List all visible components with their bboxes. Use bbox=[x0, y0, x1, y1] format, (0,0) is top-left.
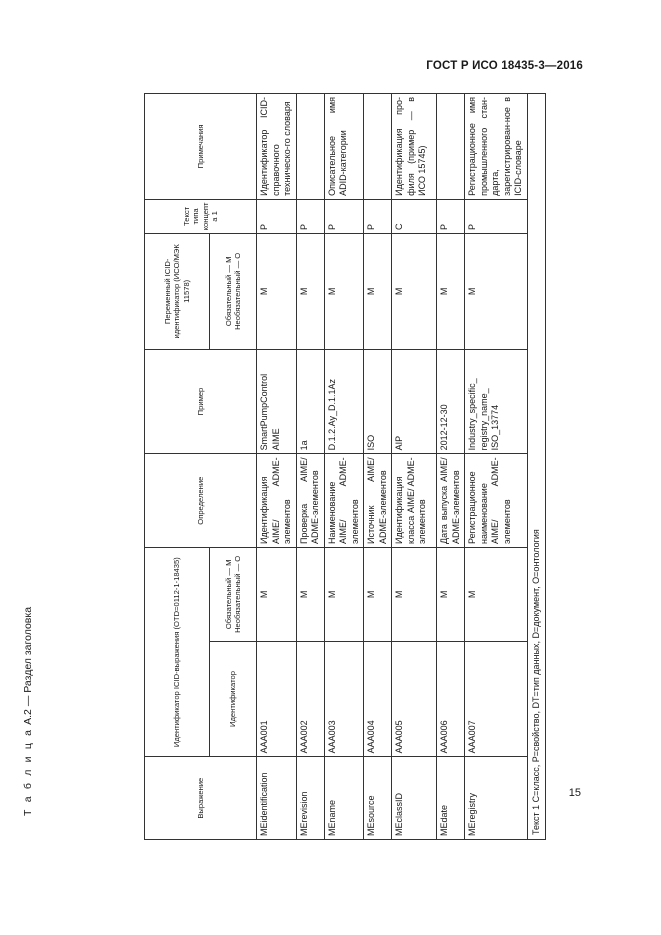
cell-definition: Проверка AIME/ ADME-элементов bbox=[296, 454, 324, 548]
cell-mandatory-1: M bbox=[364, 548, 392, 642]
cell-example: ISO bbox=[364, 349, 392, 454]
cell-expression: MEidentification bbox=[257, 757, 297, 840]
cell-note: Идентификация про-филя (пример — в ИСО 15745) bbox=[392, 94, 437, 200]
cell-text-type: P bbox=[296, 199, 324, 233]
header-section-table bbox=[144, 93, 546, 840]
cell-mandatory-2: M bbox=[465, 234, 528, 350]
cell-mandatory-2: M bbox=[296, 234, 324, 350]
col-expression: Выражение bbox=[145, 757, 257, 840]
col-example: Пример bbox=[145, 349, 257, 454]
cell-mandatory-1: M bbox=[392, 548, 437, 642]
col-identifier: Идентификатор bbox=[210, 641, 257, 757]
cell-identifier: AAA001 bbox=[257, 641, 297, 757]
cell-definition: Дата выпуска AIME/ ADME-элементов bbox=[437, 454, 465, 548]
cell-identifier: AAA006 bbox=[437, 641, 465, 757]
cell-note: Регистрационное имя промышленного стан-дарта, зарегистрирован-ное в ICID-словаре bbox=[465, 94, 528, 200]
cell-example: AIP bbox=[392, 349, 437, 454]
table-caption: Т а б л и ц а А.2 — Раздел заголовка bbox=[22, 606, 34, 816]
cell-mandatory-1: M bbox=[437, 548, 465, 642]
table-row bbox=[364, 94, 392, 840]
col-mandatory-2: Обязательный — М Необязательный — О bbox=[210, 234, 257, 350]
cell-example: 2012-12-30 bbox=[437, 349, 465, 454]
cell-definition: Наименование AIME/ ADME-элементов bbox=[324, 454, 364, 548]
cell-note bbox=[364, 94, 392, 200]
cell-expression: MEregistry bbox=[465, 757, 528, 840]
cell-expression: MEsource bbox=[364, 757, 392, 840]
cell-identifier: AAA004 bbox=[364, 641, 392, 757]
cell-mandatory-1: M bbox=[257, 548, 297, 642]
cell-expression: MEdate bbox=[437, 757, 465, 840]
table-row bbox=[437, 94, 465, 840]
cell-text-type: P bbox=[465, 199, 528, 233]
cell-text-type: P bbox=[364, 199, 392, 233]
cell-example: D.1.2.Ay_D.1.1Az bbox=[324, 349, 364, 454]
cell-definition: Регистрационное наименование AIME/ ADME-элементов bbox=[465, 454, 528, 548]
cell-identifier: AAA007 bbox=[465, 641, 528, 757]
cell-mandatory-1: M bbox=[324, 548, 364, 642]
cell-mandatory-2: M bbox=[437, 234, 465, 350]
col-definition: Определение bbox=[145, 454, 257, 548]
table-row bbox=[296, 94, 324, 840]
rotated-table-block bbox=[22, 97, 608, 840]
cell-note: Описательное имя ADID-категории bbox=[324, 94, 364, 200]
cell-mandatory-2: M bbox=[392, 234, 437, 350]
cell-note bbox=[437, 94, 465, 200]
cell-expression: MEclassID bbox=[392, 757, 437, 840]
cell-identifier: AAA003 bbox=[324, 641, 364, 757]
table-row bbox=[392, 94, 437, 840]
cell-note bbox=[296, 94, 324, 200]
cell-mandatory-2: M bbox=[364, 234, 392, 350]
cell-mandatory-2: M bbox=[324, 234, 364, 350]
col-notes: Примечания bbox=[145, 94, 257, 200]
table-footnote: Текст 1 C=класс, P=свойство, DT=тип данных, D=документ, O=онтология bbox=[527, 94, 546, 840]
col-icid-group: Идентификатор ICID-выражения (OTD=0112-1-18435) bbox=[145, 548, 210, 757]
cell-definition: Идентификация класса AIME/ ADME-элементов bbox=[392, 454, 437, 548]
cell-example: SmartPumpControl AIME bbox=[257, 349, 297, 454]
cell-example: Industry_specific_ registry_name_ ISO_13774 bbox=[465, 349, 528, 454]
cell-definition: Источник AIME/ ADME-элементов bbox=[364, 454, 392, 548]
page-header: ГОСТ Р ИСО 18435-3—2016 bbox=[426, 60, 583, 72]
col-text-type: Текст типа концепта 1 bbox=[145, 199, 257, 233]
cell-expression: MEname bbox=[324, 757, 364, 840]
cell-note: Идентификатор ICID-справочного техническо-го словаря bbox=[257, 94, 297, 200]
cell-expression: MErevision bbox=[296, 757, 324, 840]
cell-example: 1a bbox=[296, 349, 324, 454]
col-variable-icid: Переменный ICID-идентификатор (ИСО/МЭК 11578) bbox=[145, 234, 210, 350]
cell-definition: Идентификация AIME/ ADME-элементов bbox=[257, 454, 297, 548]
table-row bbox=[324, 94, 364, 840]
col-mandatory-1: Обязательный — М Необязательный — О bbox=[210, 548, 257, 642]
cell-mandatory-2: M bbox=[257, 234, 297, 350]
cell-identifier: AAA002 bbox=[296, 641, 324, 757]
cell-text-type: C bbox=[392, 199, 437, 233]
table-row bbox=[465, 94, 528, 840]
cell-mandatory-1: M bbox=[465, 548, 528, 642]
table-row bbox=[257, 94, 297, 840]
cell-identifier: AAA005 bbox=[392, 641, 437, 757]
cell-text-type: P bbox=[437, 199, 465, 233]
cell-text-type: P bbox=[257, 199, 297, 233]
page-number: 15 bbox=[568, 787, 581, 799]
cell-mandatory-1: M bbox=[296, 548, 324, 642]
cell-text-type: P bbox=[324, 199, 364, 233]
